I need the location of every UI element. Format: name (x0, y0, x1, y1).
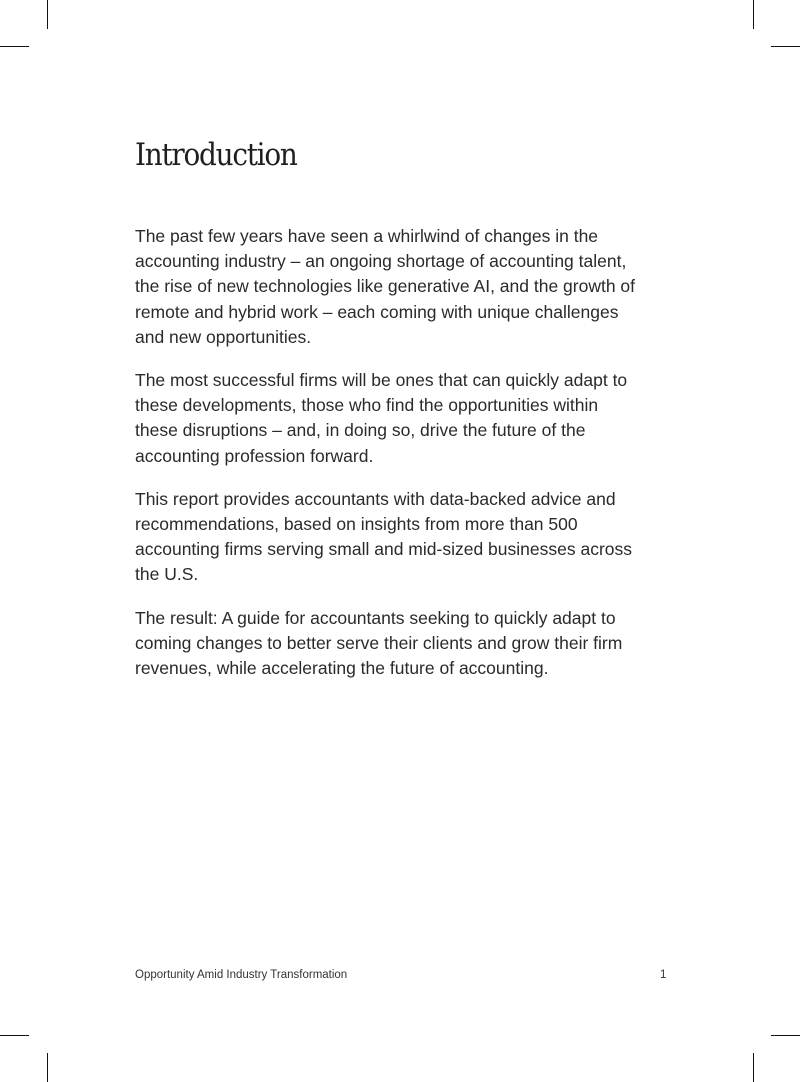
paragraph: This report provides accountants with data-backed advice and recommendations, based on insights from more than 500 accounting firms serving small and mid-sized businesses across the U.S. (135, 488, 633, 585)
paragraph: The past few years have seen a whirlwind of changes in the accounting industry – an ongoing shortage of accounting talent, the rise of new technologies like generative AI, and the growth of remote and hybrid work – each coming with unique challenges and new opportunities. (135, 226, 636, 347)
crop-mark-top-left-horizontal (0, 46, 29, 47)
crop-mark-bottom-right-horizontal (771, 1035, 800, 1036)
page-title: Introduction (135, 137, 297, 173)
footer-report-title: Opportunity Amid Industry Transformation (135, 969, 348, 981)
crop-mark-top-right-vertical (753, 0, 754, 29)
page-number: 1 (660, 969, 667, 981)
crop-mark-bottom-right-vertical (753, 1053, 754, 1082)
crop-mark-bottom-left-horizontal (0, 1035, 29, 1036)
crop-mark-top-left-vertical (47, 0, 48, 29)
body-text (135, 224, 645, 699)
crop-mark-bottom-left-vertical (47, 1053, 48, 1082)
paragraph: The result: A guide for accountants seeking to quickly adapt to coming changes to better serve their clients and grow their firm revenues, while accelerating the future of accounting. (135, 607, 623, 679)
crop-mark-top-right-horizontal (771, 46, 800, 47)
paragraph: The most successful firms will be ones that can quickly adapt to these developments, those who find the opportunities within these disruptions – and, in doing so, drive the future of the accounting profession forward. (135, 370, 628, 466)
